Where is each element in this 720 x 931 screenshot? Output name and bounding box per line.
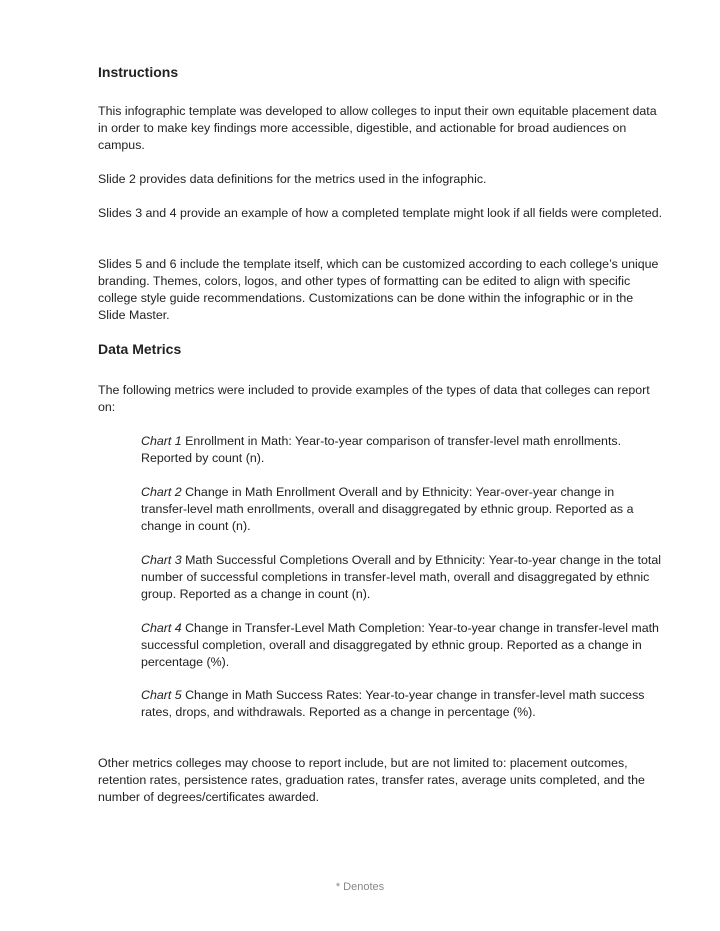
chart-4-text: Change in Transfer-Level Math Completion: Year-to-year change in transfer-level math successful completion, overall and disaggregated by ethnic group. Reported as a change in percentage (%).	[141, 621, 659, 669]
instructions-paragraph-4: Slides 5 and 6 include the template itself, which can be customized according to each college’s unique branding. Themes, colors, logos, and other types of formatting can be edited to align with specific college style guide recommendations. Customizations can be done within the infographic or in the Slide Master.	[98, 257, 659, 322]
footer-note: * Denotes	[335, 881, 385, 893]
chart-2-text: Change in Math Enrollment Overall and by Ethnicity: Year-over-year change in transfer-level math enrollments, overall and disaggregated by ethnic group. Reported as a change in count (n).	[141, 485, 634, 533]
chart-1-label: Chart 1	[141, 434, 182, 448]
instructions-paragraph-2: Slide 2 provides data definitions for the metrics used in the infographic.	[98, 172, 487, 186]
chart-3-text: Math Successful Completions Overall and by Ethnicity: Year-to-year change in the total number of successful completions in transfer-level math, overall and disaggregated by ethnic group. Reported as a change in count (n).	[141, 553, 662, 601]
chart-4-label: Chart 4	[141, 621, 182, 635]
chart-2-description	[141, 484, 663, 535]
instructions-paragraph-1: This infographic template was developed to allow colleges to input their own equitable placement data in order to make key findings more accessible, digestible, and actionable for broad audiences on campus.	[98, 104, 657, 152]
chart-2-label: Chart 2	[141, 485, 182, 499]
chart-5-text: Change in Math Success Rates: Year-to-year change in transfer-level math success rates, drops, and withdrawals. Reported as a change in percentage (%).	[141, 688, 645, 719]
chart-5-label: Chart 5	[141, 688, 182, 702]
data-metrics-heading: Data Metrics	[98, 341, 182, 357]
chart-3-description	[141, 552, 663, 603]
chart-1-description	[141, 433, 663, 467]
instructions-paragraph-3: Slides 3 and 4 provide an example of how a completed template might look if all fields were completed.	[98, 206, 663, 220]
data-metrics-intro: The following metrics were included to provide examples of the types of data that colleges can report on:	[98, 383, 650, 414]
chart-4-description	[141, 620, 663, 671]
chart-1-text: Enrollment in Math: Year-to-year comparison of transfer-level math enrollments. Reported by count (n).	[141, 434, 622, 465]
chart-5-description	[141, 687, 663, 721]
instructions-heading: Instructions	[98, 64, 179, 80]
data-metrics-closing: Other metrics colleges may choose to report include, but are not limited to: placement outcomes, retention rates, persistence rates, graduation rates, transfer rates, average units completed, and the number of degrees/certificates awarded.	[98, 756, 645, 804]
chart-3-label: Chart 3	[141, 553, 182, 567]
